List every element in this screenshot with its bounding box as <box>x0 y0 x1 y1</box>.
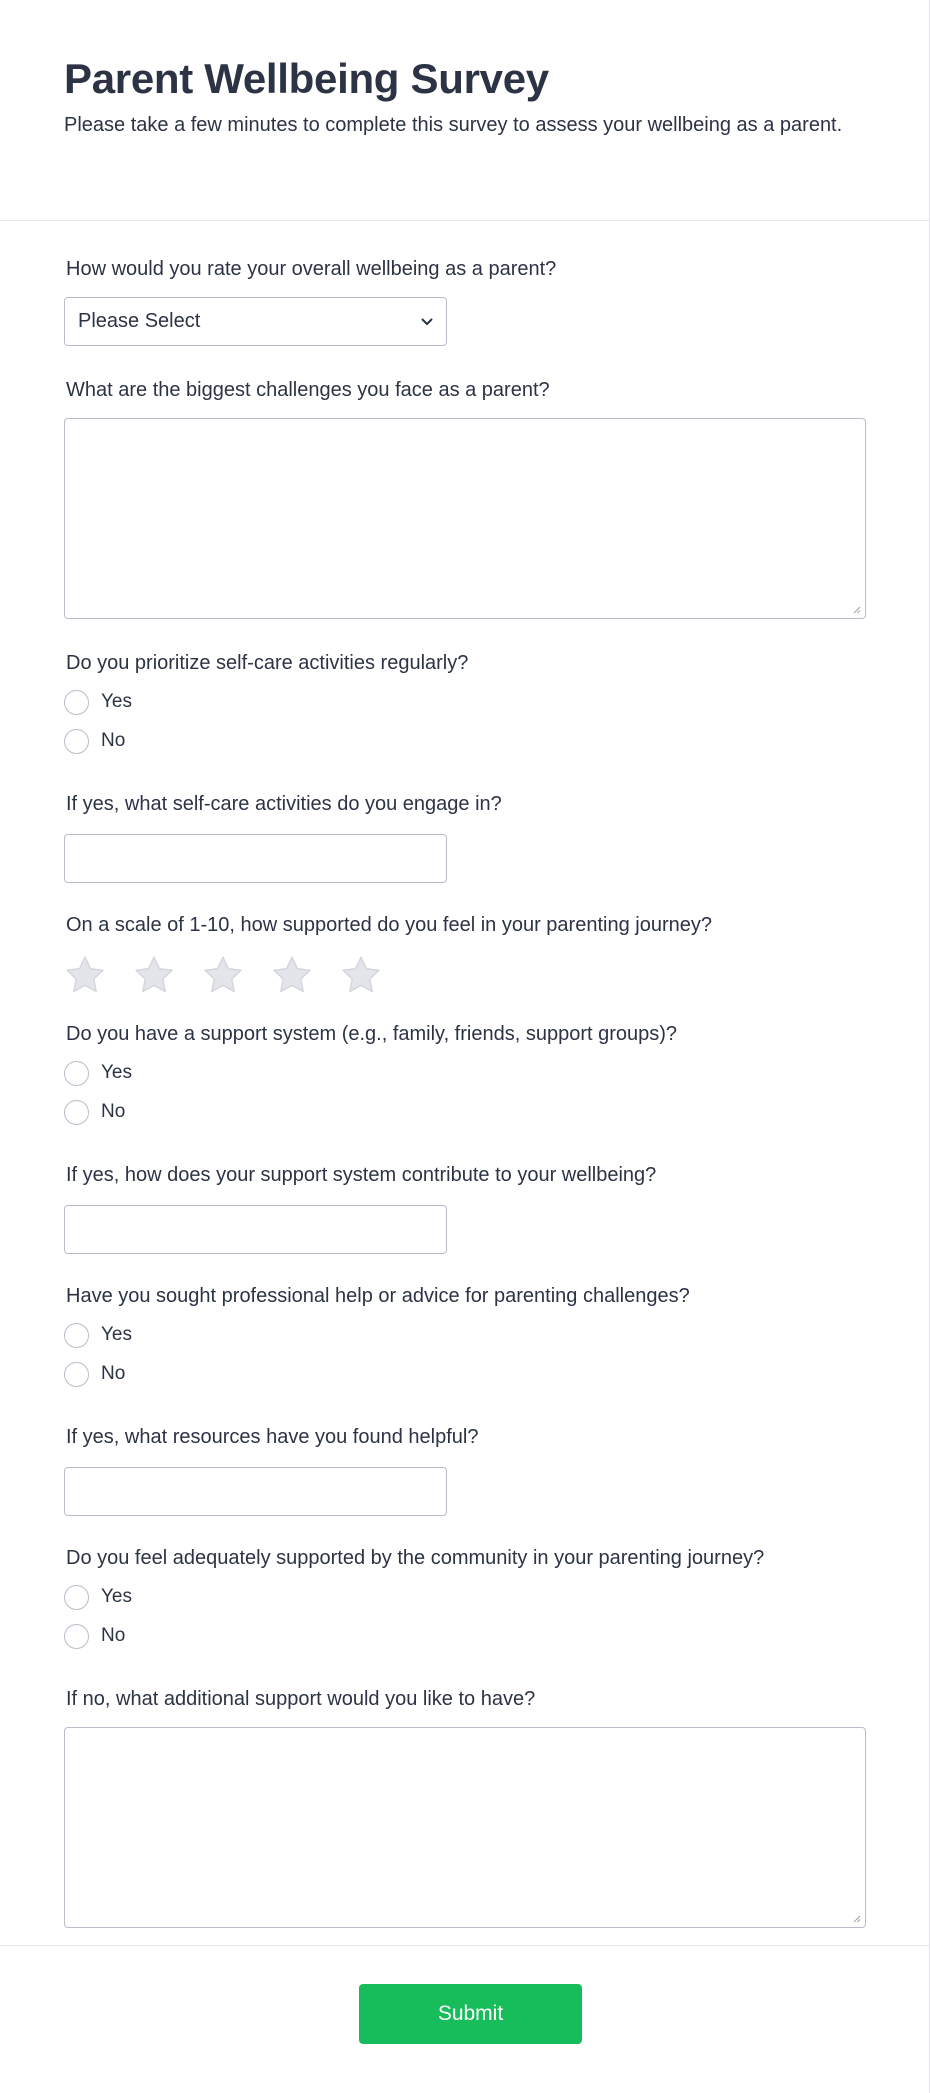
radio-option-no[interactable] <box>64 1623 865 1649</box>
self-care-activities-input[interactable] <box>64 834 447 883</box>
radio-label: No <box>101 730 126 751</box>
question-label: If yes, what self-care activities do you engage in? <box>66 793 502 815</box>
star-icon[interactable] <box>133 954 175 996</box>
challenges-textarea[interactable] <box>64 418 866 619</box>
question-label: If no, what additional support would you like to have? <box>66 1688 536 1710</box>
radio-option-yes[interactable] <box>64 1584 865 1610</box>
radio-label: No <box>101 1101 126 1122</box>
submit-button[interactable]: Submit <box>359 1984 582 2044</box>
star-icon[interactable] <box>340 954 382 996</box>
question-self-care-activities <box>64 791 865 883</box>
radio-button[interactable] <box>64 1585 89 1610</box>
radio-button[interactable] <box>64 1061 89 1086</box>
question-biggest-challenges <box>64 377 865 619</box>
radio-option-no[interactable] <box>64 1361 865 1387</box>
question-professional-help <box>64 1283 865 1387</box>
question-label: On a scale of 1-10, how supported do you feel in your parenting journey? <box>66 914 712 936</box>
chevron-down-icon <box>420 315 434 329</box>
wellbeing-select[interactable] <box>64 297 447 346</box>
radio-option-yes[interactable] <box>64 689 865 715</box>
star-icon[interactable] <box>271 954 313 996</box>
question-label: What are the biggest challenges you face as a parent? <box>66 379 550 401</box>
radio-option-yes[interactable] <box>64 1060 865 1086</box>
radio-label: Yes <box>101 1324 132 1345</box>
radio-label: No <box>101 1363 126 1384</box>
resize-grip-icon[interactable] <box>852 605 861 614</box>
question-label: If yes, how does your support system contribute to your wellbeing? <box>66 1164 657 1186</box>
question-overall-wellbeing <box>64 256 865 346</box>
question-community-support <box>64 1545 865 1649</box>
question-label: Do you prioritize self-care activities regularly? <box>66 652 469 674</box>
radio-button[interactable] <box>64 1323 89 1348</box>
radio-button[interactable] <box>64 729 89 754</box>
radio-button[interactable] <box>64 1362 89 1387</box>
radio-option-no[interactable] <box>64 728 865 754</box>
radio-option-no[interactable] <box>64 1099 865 1125</box>
support-contribution-input[interactable] <box>64 1205 447 1254</box>
form-footer <box>0 1945 929 2093</box>
radio-button[interactable] <box>64 1100 89 1125</box>
radio-label: Yes <box>101 691 132 712</box>
question-additional-support <box>64 1686 865 1928</box>
question-label: If yes, what resources have you found helpful? <box>66 1426 479 1448</box>
radio-button[interactable] <box>64 690 89 715</box>
radio-button[interactable] <box>64 1624 89 1649</box>
star-icon[interactable] <box>202 954 244 996</box>
radio-label: Yes <box>101 1062 132 1083</box>
form-title: Parent Wellbeing Survey <box>64 55 549 102</box>
question-label: How would you rate your overall wellbeing as a parent? <box>66 258 557 280</box>
radio-label: No <box>101 1625 126 1646</box>
question-self-care <box>64 650 865 754</box>
question-support-system <box>64 1021 865 1125</box>
question-label: Do you feel adequately supported by the community in your parenting journey? <box>66 1547 765 1569</box>
resize-grip-icon[interactable] <box>852 1914 861 1923</box>
helpful-resources-input[interactable] <box>64 1467 447 1516</box>
question-helpful-resources <box>64 1424 865 1516</box>
additional-support-textarea[interactable] <box>64 1727 866 1928</box>
radio-option-yes[interactable] <box>64 1322 865 1348</box>
question-label: Do you have a support system (e.g., family, friends, support groups)? <box>66 1023 678 1045</box>
star-icon[interactable] <box>64 954 106 996</box>
select-value: Please Select <box>78 310 201 332</box>
question-label: Have you sought professional help or advice for parenting challenges? <box>66 1285 690 1307</box>
question-support-rating <box>64 912 865 996</box>
radio-label: Yes <box>101 1586 132 1607</box>
star-rating <box>64 954 865 996</box>
form-subtitle: Please take a few minutes to complete this survey to assess your wellbeing as a parent. <box>64 114 843 136</box>
question-support-contribution <box>64 1162 865 1254</box>
form-header <box>0 0 929 221</box>
